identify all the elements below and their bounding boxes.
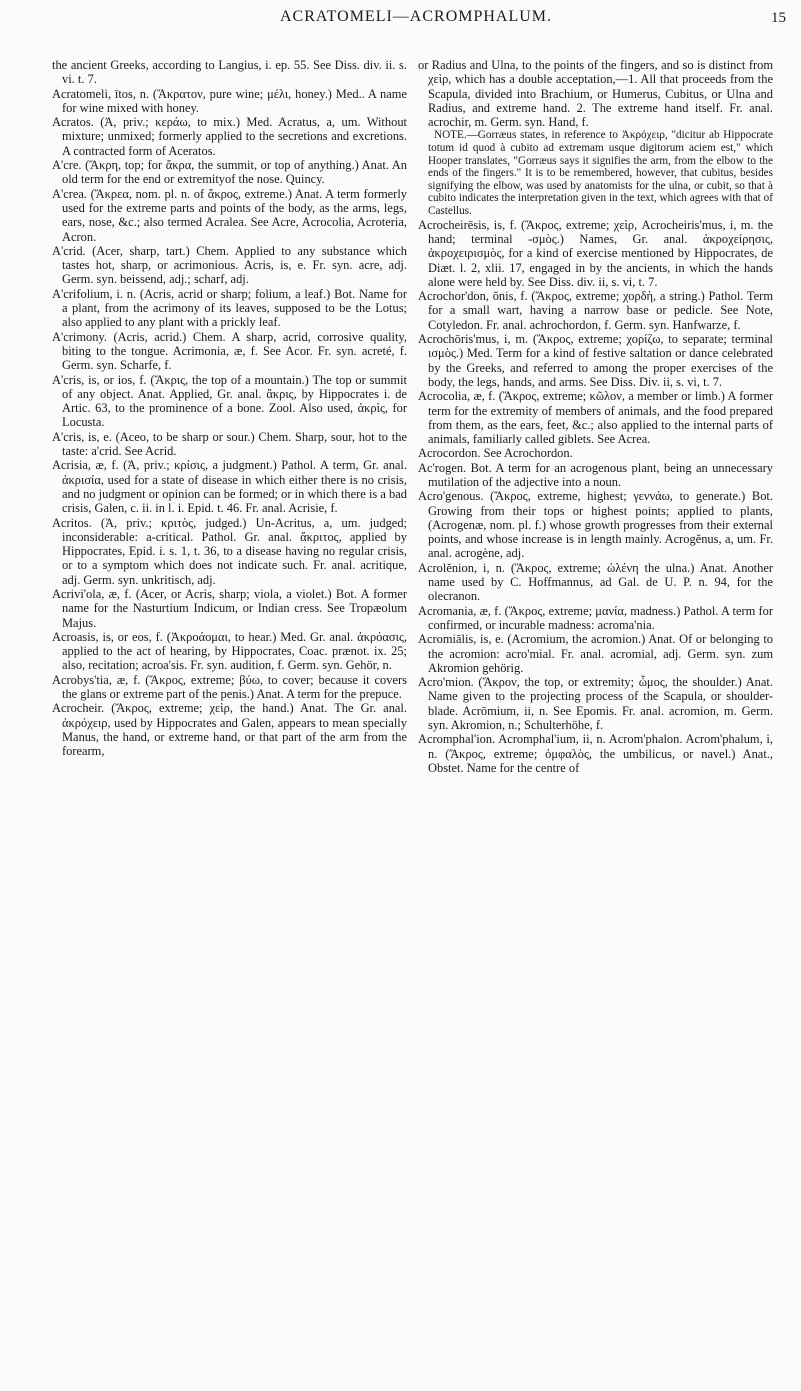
dictionary-entry: Acrisia, æ, f. (Ἀ, priv.; κρίσις, a judgment.) Pathol. A term, Gr. anal. ἀκρισία, used for a state of disease in which either there is no crisis, and no judgment or opinion can be formed; or in which there is a bad crisis, Galen, c. ii. in l. i. Epid. t. 46. Fr. anal. Acrisie, f. (52, 458, 407, 516)
dictionary-entry: A'crimony. (Acris, acrid.) Chem. A sharp, acrid, corrosive quality, biting to the tongue. Acrimonia, æ, f. See Acor. Fr. syn. acreté, f. Germ. syn. Scharfe, f. (52, 329, 407, 373)
dictionary-entry: Acratomeli, ītos, n. (Ἄκρατον, pure wine; μέλι, honey.) Med.. A name for wine mixed with honey. (52, 86, 407, 115)
dictionary-entry: A'cris, is, e. (Aceo, to be sharp or sour.) Chem. Sharp, sour, hot to the taste: a'crid. See Acrid. (52, 429, 407, 459)
dictionary-entry: Acrivi'ola, æ, f. (Acer, or Acris, sharp; viola, a violet.) Bot. A former name for the Nasturtium Indicum, or Indian cress. See Tropæolum Majus. (52, 586, 407, 630)
dictionary-entry: Acrobys'tia, æ, f. (Ἄκρος, extreme; βύω, to cover; because it covers the glans or extreme part of the penis.) Anat. A term for the prepuce. (52, 672, 407, 702)
dictionary-entry: Acrochor'don, ŏnis, f. (Ἄκρος, extreme; χορδὴ, a string.) Pathol. Term for a small wart, having a narrow base or pedicle. See Note, Cotyledon. Fr. anal. achrochordon, f. Germ. syn. Hanfwarze, f. (418, 289, 773, 332)
running-header (46, 4, 786, 28)
entry-note: NOTE.—Gorræus states, in reference to Ἀκρόχειρ, "dicitur ab Hippocrate totum id quod à cubito ad extremam usque digitorum aciem est," which Hooper translates, "Gorræus says it signifies the arm, from the elbow to the ends of the fingers." It is to be remembered, however, that cubitus, besides signifying the elbow, was used by anatomists for the ulna, or cubit, so that à cubito indicates the interpretation given in the text, which agrees with that of Castellus. (428, 129, 773, 218)
dictionary-entry: Acroasis, is, or eos, f. (Ἀκροάομαι, to hear.) Med. Gr. anal. ἀκρόασις, applied to the act of hearing, by Hippocrates, Coac. prænot. ix. 25; also, recitation; acroa'sis. Fr. syn. audition, f. Germ. syn. Gehör, n. (52, 629, 407, 673)
dictionary-entry: Ac'rogen. Bot. A term for an acrogenous plant, being an unnecessary mutilation of the adjective into a noun. (418, 460, 773, 489)
dictionary-entry: Acratos. (Ἀ, priv.; κεράω, to mix.) Med. Acratus, a, um. Without mixture; unmixed; formerly applied to the secretions and excretions. A contracted form of Aceratos. (52, 115, 407, 158)
dictionary-entry: Acromiālis, is, e. (Acromium, the acromion.) Anat. Of or belonging to the acromion: acro'mial. Fr. anal. acromial, adj. Germ. syn. zum Akromion gehörig. (418, 632, 773, 675)
right-column (418, 58, 773, 1380)
dictionary-entry: Acrocordon. See Acrochordon. (418, 446, 573, 461)
dictionary-entry: A'cre. (Ἄκρη, top; for ἄκρα, the summit, or top of anything.) Anat. An old term for the end or extremityof the nose. Quincy. (52, 158, 407, 187)
dictionary-entry: A'cris, is, or ios, f. (Ἄκρις, the top of a mountain.) The top or summit of any object. Anat. Applied, Gr. anal. ἄκρις, by Hippocrates i. de Artic. 63, to the prominence of a bone. Zool. Also used, ἀκρὶς, for Locusta. (52, 372, 407, 430)
dictionary-entry: Acromania, æ, f. (Ἄκρος, extreme; μανία, madness.) Pathol. A term for confirmed, or incurable madness: acroma'nia. (418, 603, 773, 632)
dictionary-entry: the ancient Greeks, according to Langius, i. ep. 55. See Diss. div. ii. s. vi. t. 7. (52, 58, 407, 87)
dictionary-entry: Acrocheirēsis, is, f. (Ἄκρος, extreme; χεὶρ, Acrocheiris'mus, i, m. the hand; terminal -σμὸς.) Names, Gr. anal. ἀκροχείρησις, ἀκροχειρισμὸς, for a kind of exercise mentioned by Hippocrates, de Diæt. l. 2, xlii. 17, engaged in by the ancients, in which the hands alone were held by. See Diss. div. ii, s. vi, t. 7. (418, 217, 773, 289)
dictionary-entry: Acrocheir. (Ἄκρος, extreme; χεὶρ, the hand.) Anat. The Gr. anal. ἀκρόχειρ, used by Hippocrates and Galen, appears to mean specially Manus, the hand, or extreme hand, or that part of the arm from the forearm, (52, 701, 407, 759)
left-column (52, 58, 407, 1380)
page-title: ACRATOMELI—ACROMPHALUM. (279, 8, 553, 25)
page-number: 15 (771, 10, 786, 26)
dictionary-entry: Acritos. (Ἀ, priv.; κριτὸς, judged.) Un-Acritus, a, um. judged; inconsiderable: a-critical. Pathol. Gr. anal. ἄκριτος, applied by Hippocrates, Epid. i. s. 1, t. 36, to a disease having no regular crisis, or to a symptom which does not indicate such. Fr. anal. acritique, adj. Germ. syn. unkritisch, adj. (52, 515, 407, 587)
dictionary-entry: Acrocolia, æ, f. (Ἄκρος, extreme; κῶλον, a member or limb.) A former term for the extremity of members of animals, and the food prepared from them, as the ears, feet, &c.; also applied to the internal parts of animals, familiarly called giblets. See Acrea. (418, 389, 773, 447)
dictionary-entry: Acrolĕnion, i, n. (Ἄκρος, extreme; ὠλένη the ulna.) Anat. Another name used by C. Hoffmannus, ad Gal. de U. P. n. 94, for the olecranon. (418, 560, 773, 604)
dictionary-entry: A'crea. (Ἄκρεα, nom. pl. n. of ἄκρος, extreme.) Anat. A term formerly used for the extreme parts and points of the body, as the arms, legs, ears, nose, &c.; also termed Acralea. See Acre, Acrocolia, Acroteria, Acron. (52, 186, 407, 244)
dictionary-entry: or Radius and Ulna, to the points of the fingers, and so is distinct from χεὶρ, which has a double acceptation,—1. All that proceeds from the Scapula, divided into Brachium, or Humerus, Cubitus, or Ulna and Radius, and extreme hand. 2. The extreme hand itself. Fr. anal. acrochir, m. Germ. syn. Hand, f. (418, 58, 773, 130)
dictionary-entry: Acrochōris'mus, i, m. (Ἄκρος, extreme; χορίζω, to separate; terminal ισμὸς.) Med. Term for a kind of festive saltation or dance celebrated by the Greeks, and referred to among the proper exercises of the body, the legs, hands, and arms. See Diss. Div. ii, s. vi, t. 7. (418, 332, 773, 389)
dictionary-entry: Acro'mion. (Ἄκρον, the top, or extremity; ὦμος, the shoulder.) Anat. Name given to the projecting process of the Scapula, or shoulder-blade. Acrōmium, ii, n. See Epomis. Fr. anal. acromion, m. Germ. syn. Akromion, n.; Schulterhöhe, f. (418, 675, 773, 733)
dictionary-entry: A'crifolium, i. n. (Acris, acrid or sharp; folium, a leaf.) Bot. Name for a plant, from the acrimony of its leaves, supposed to be the Lotus; also applied to any plant with a prickly leaf. (52, 286, 407, 330)
dictionary-entry: A'crid. (Acer, sharp, tart.) Chem. Applied to any substance which tastes hot, sharp, or acrimonious. Acris, is, e. Fr. syn. acre, adj. Germ. syn. beissend, adj.; scharf, adj. (52, 243, 407, 287)
dictionary-entry: Acromphal'ion. Acromphal'ium, ii, n. Acrom'phalon. Acrom'phalum, i, n. (Ἄκρος, extreme; ὀμφαλὸς, the umbilicus, or navel.) Anat., Obstet. Name for the centre of (418, 732, 773, 775)
dictionary-entry: Acro'genous. (Ἄκρος, extreme, highest; γεννάω, to generate.) Bot. Growing from their tops or highest points; applied to plants, (Acrogenæ, nom. pl. f.) whose growth progresses from their external points, and whose increase is in length mainly. Acrogĕnus, a, um. Fr. anal. acrogène, adj. (418, 489, 773, 561)
